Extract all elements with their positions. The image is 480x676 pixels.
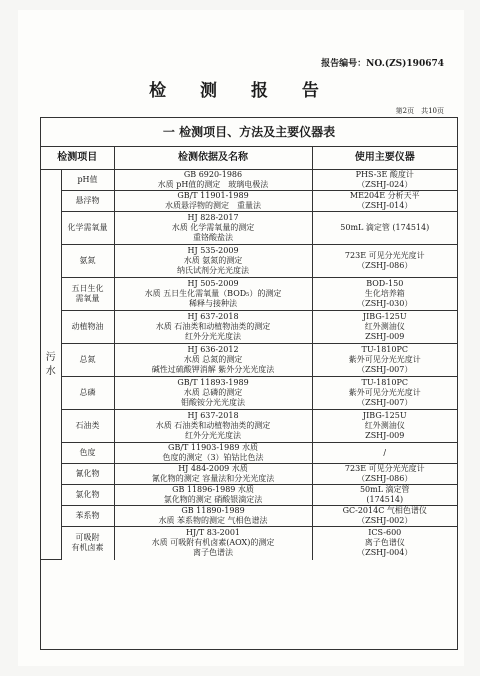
method-line: 水质 pH值的测定 玻璃电极法 [157,180,269,189]
column-header-item: 检测项目 [41,147,114,170]
instrument-line: 紫外可见分光光度计 [348,355,421,364]
method-line: 水质 可吸附有机卤素(AOX)的测定 [151,538,275,548]
instrument-line: JIBG-125U [362,411,407,420]
item-line: 五日生化 [71,284,104,293]
method-line: HJ/T 83-2001 [186,528,240,538]
method-line: 重铬酸盐法 [193,233,233,242]
item-cell [61,311,114,344]
table-box [40,117,458,650]
instrument-cell [312,212,457,245]
item-line: 可吸附 [75,533,100,543]
item-cell [61,170,114,191]
method-line: GB 11896-1989 水质 [172,485,254,494]
section-title: 一 检测项目、方法及主要仪器表 [41,118,457,147]
method-cell [114,170,312,191]
method-line: GB/T 11903-1989 水质 [168,443,258,452]
item-line: 悬浮物 [75,196,100,205]
instrument-cell [312,485,457,506]
category-cell [41,170,61,560]
table-row [41,344,457,377]
method-line: GB 11890-1989 [181,506,245,515]
item-line: 有机卤素 [71,543,104,553]
report-page [18,10,464,666]
table-row [41,311,457,344]
method-line: HJ 484-2009 水质 [178,464,248,473]
table-row [41,245,457,278]
method-cell [114,278,312,311]
instrument-line: ZSHJ-009 [365,332,405,341]
item-cell [61,485,114,506]
item-cell [61,344,114,377]
method-line: GB/T 11901-1989 [177,191,249,200]
instrument-line: 红外测油仪 [364,322,405,331]
method-line: 水质 总氮的测定 [183,355,243,364]
method-line: HJ 637-2018 [187,411,239,420]
report-title: 检 测 报 告 [149,81,333,101]
report-number: 报告编号：NO.(ZS)190674 [321,59,444,69]
method-cell [114,527,312,560]
method-line: GB 6920-1986 [183,170,243,179]
method-cell [114,506,312,527]
table-row [41,485,457,506]
method-cell [114,212,312,245]
instrument-line: （ZSHJ-004） [357,548,413,558]
instrument-line: （ZSHJ-086） [357,261,413,270]
instrument-cell [312,377,457,410]
method-line: 水质 氨氮的测定 [183,256,243,265]
category-char: 污 [45,351,56,363]
method-line: 水质 化学需氧量的测定 [171,223,255,232]
item-line: 氯化物 [75,490,100,499]
instrument-line: ME204E 分析天平 [349,191,420,200]
item-cell [61,443,114,464]
table-row [41,278,457,311]
table-row [41,170,457,191]
instrument-line: （ZSHJ-086） [357,474,413,483]
instrument-line: 红外测油仪 [364,421,405,430]
instrument-cell [312,410,457,443]
method-line: 水质 石油类和动植物油类的测定 [155,322,271,331]
method-line: HJ 828-2017 [187,213,239,222]
item-cell [61,245,114,278]
column-header-method: 检测依据及名称 [114,147,312,170]
method-line: 氯化物的测定 硝酸银滴定法 [163,495,263,504]
item-cell [61,527,114,560]
instrument-cell [312,506,457,527]
instrument-line: TU-1810PC [361,378,408,387]
item-cell [61,212,114,245]
instrument-line: BOD-150 [366,279,404,288]
item-line: 石油类 [75,421,100,430]
instrument-line: 50mL 滴定管 [359,485,410,494]
instrument-line: 50mL 滴定管 (174514) [340,223,430,232]
item-line: 化学需氧量 [67,223,108,232]
method-line: 水质 五日生化需氧量（BOD₅）的测定 [144,289,282,298]
table-row [41,410,457,443]
item-cell [61,410,114,443]
item-line: 氨氮 [79,256,96,265]
method-line: 水质悬浮物的测定 重量法 [165,201,261,210]
item-cell [61,464,114,485]
instrument-line: JIBG-125U [362,312,407,321]
method-line: GB/T 11893-1989 [177,378,249,387]
instrument-line: （ZSHJ-030） [357,299,413,308]
item-line: 总氮 [79,355,96,364]
instrument-cell [312,464,457,485]
method-line: 红外分光光度法 [185,431,241,440]
table-row [41,443,457,464]
item-line: 氰化物 [75,469,100,478]
instrument-cell [312,245,457,278]
instrument-line: （ZSHJ-024） [357,180,413,189]
instrument-line: (174514) [366,495,404,504]
instrument-line: （ZSHJ-002） [357,516,413,525]
instrument-cell [312,170,457,191]
method-cell [114,377,312,410]
method-cell [114,311,312,344]
methods-table [41,147,457,560]
method-cell [114,191,312,212]
method-cell [114,443,312,464]
instrument-line: 离子色谱仪 [364,538,405,548]
table-row [41,212,457,245]
method-line: HJ 636-2012 [187,345,239,354]
table-row [41,506,457,527]
method-line: 稀释与接种法 [189,299,237,308]
method-line: HJ 505-2009 [187,279,239,288]
method-line: HJ 637-2018 [187,312,239,321]
table-row [41,377,457,410]
instrument-cell [312,191,457,212]
instrument-line: ICS-600 [368,528,402,538]
instrument-line: （ZSHJ-007） [357,398,413,407]
item-cell [61,377,114,410]
table-row [41,464,457,485]
method-line: 水质 苯系物的测定 气相色谱法 [158,516,268,525]
method-line: 纳氏试剂分光光度法 [177,266,249,275]
instrument-cell [312,311,457,344]
instrument-line: GC-2014C 气相色谱仪 [342,506,427,515]
instrument-cell [312,443,457,464]
method-cell [114,410,312,443]
method-line: 水质 石油类和动植物油类的测定 [155,421,271,430]
table-row [41,527,457,560]
table-row [41,191,457,212]
instrument-line: PHS-3E 酸度计 [355,170,414,179]
instrument-cell [312,278,457,311]
instrument-line: / [383,448,387,457]
item-line: pH值 [77,175,98,184]
instrument-line: TU-1810PC [361,345,408,354]
instrument-line: （ZSHJ-014） [357,201,413,210]
page-info: 第2页 共10页 [395,107,444,115]
instrument-line: 紫外可见分光光度计 [348,388,421,397]
item-line: 动植物油 [71,322,104,331]
instrument-cell [312,344,457,377]
method-cell [114,245,312,278]
item-cell [61,278,114,311]
item-line: 色度 [79,448,96,457]
instrument-line: 723E 可见分光光度计 [344,464,425,473]
column-header-instrument: 使用主要仪器 [312,147,457,170]
category-char: 水 [45,365,56,377]
item-line: 需氧量 [75,294,100,303]
instrument-line: （ZSHJ-007） [357,365,413,374]
method-cell [114,464,312,485]
method-line: 水质 总磷的测定 [183,388,243,397]
instrument-line: 723E 可见分光光度计 [344,251,425,260]
method-line: 钼酸铵分光光度法 [181,398,245,407]
method-cell [114,344,312,377]
method-line: 色度的测定（3）铂钴比色法 [162,453,264,462]
method-line: 氰化物的测定 容量法和分光光度法 [151,474,275,483]
item-line: 苯系物 [75,511,100,520]
instrument-line: 生化培养箱 [364,289,405,298]
item-line: 总磷 [79,388,96,397]
method-line: 碱性过硫酸钾消解 紫外分光光度法 [151,365,275,374]
item-cell [61,506,114,527]
table-header-row [41,147,457,170]
method-line: HJ 535-2009 [187,246,239,255]
method-line: 离子色谱法 [193,548,233,558]
instrument-line: ZSHJ-009 [365,431,405,440]
method-cell [114,485,312,506]
item-cell [61,191,114,212]
method-line: 红外分光光度法 [185,332,241,341]
instrument-cell [312,527,457,560]
